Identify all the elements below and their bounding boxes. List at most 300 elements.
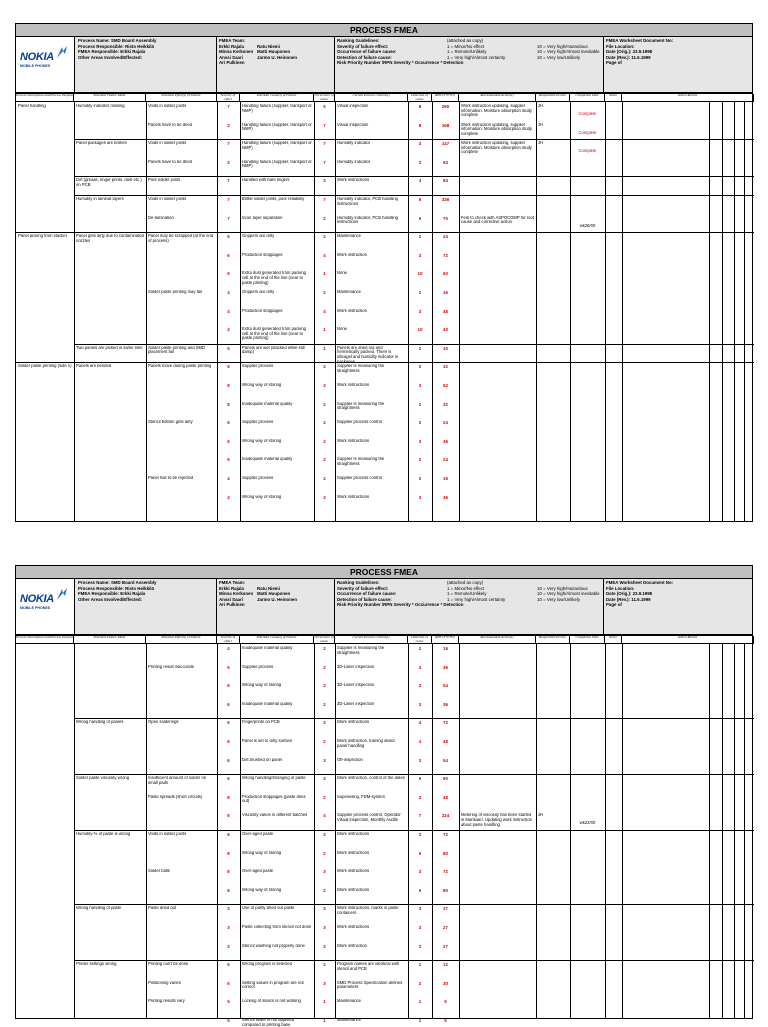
process-control: Work instructions xyxy=(337,832,370,836)
failure-cause: Extra dust generated from packing cell at the end of the line (near to paste printing) xyxy=(242,327,307,341)
column-header-row xyxy=(15,635,753,644)
failure-cause: Inadequate material quality xyxy=(242,401,293,406)
detection-value: 2 xyxy=(418,290,422,295)
rpn-value: 336 xyxy=(441,197,450,202)
ranking-high: 10 = Very high/Almost inevitable xyxy=(537,49,600,55)
fmea-header-info xyxy=(15,37,753,93)
failure-mode: Humidity indicator missing xyxy=(76,104,125,108)
detection-value: 2 xyxy=(418,980,422,986)
process-description: Panel picking from stacker xyxy=(18,234,68,239)
column-header: Process Description and Process Purpose xyxy=(16,636,74,644)
severity-value: 8 xyxy=(227,364,230,370)
rpn-value: 5 xyxy=(444,999,447,1005)
grid-vline xyxy=(240,644,241,1018)
grid-vline xyxy=(744,102,745,521)
team-member: Erkki Rajala xyxy=(219,585,244,591)
occurrence-value: 3 xyxy=(323,869,326,875)
severity-value: 5 xyxy=(227,1018,230,1023)
completion-date: wk26/00 xyxy=(579,223,596,228)
ranking-note: (attached as copy) xyxy=(447,38,484,43)
failure-cause: Wrong program is selected xyxy=(242,962,292,967)
column-header: Action Results xyxy=(622,636,754,644)
column-header: Occurrence of cause xyxy=(314,636,334,643)
failure-cause: Handling failure (supplier, transport or NMP) xyxy=(242,141,312,150)
occurrence-value: 2 xyxy=(323,794,326,800)
detection-value: 2 xyxy=(418,457,422,463)
process-control: Humidity indicator, PCB handling instructions xyxy=(337,197,398,206)
ranking-low: 1 = Minor/No effect xyxy=(447,585,485,591)
failure-cause: Wrong way of storing xyxy=(242,383,282,387)
mode-separator xyxy=(74,344,754,345)
grid-vline xyxy=(146,102,147,521)
column-header: RPN (S*O*D) xyxy=(432,636,459,644)
failure-cause: Stencil washing not properly done xyxy=(242,943,305,948)
failure-effect: Insufficient amount of solder on small pads xyxy=(148,776,207,785)
severity-value: 6 xyxy=(227,739,230,744)
severity-value: 3 xyxy=(227,906,230,912)
team-member: Erkki Rajala xyxy=(219,43,244,49)
occurrence-value: 3 xyxy=(323,757,326,763)
occurrence-value: 1 xyxy=(323,1018,326,1023)
occurrence-value: 3 xyxy=(323,980,326,986)
failure-effect: Printing result inaccurate xyxy=(148,664,195,669)
detection-value: 1 xyxy=(418,1018,422,1023)
logo-text: NOKIA xyxy=(20,51,54,63)
failure-effect: Panel has to be rejected xyxy=(148,476,194,480)
failure-cause: Grippers are dirty xyxy=(242,234,275,239)
failure-mode: Wrong handling of paste xyxy=(76,906,122,911)
column-header: Completion Date xyxy=(570,94,605,102)
occurrence-value: 5 xyxy=(323,104,326,109)
detection-value: 10 xyxy=(417,271,423,277)
column-header: Potential Effect(s) of Failure xyxy=(146,94,217,102)
occurrence-value: 3 xyxy=(323,383,326,388)
detection-value: 2 xyxy=(418,476,422,481)
failure-cause: Use of partly dried out paste xyxy=(242,906,295,911)
grid-vline xyxy=(146,644,147,1018)
worksheet-line: Page of xyxy=(606,60,622,66)
rpn-value: 32 xyxy=(443,401,448,407)
failure-effect: Panels move during paste printing xyxy=(148,364,212,369)
column-header: Completion Date xyxy=(570,636,605,644)
grid-vline xyxy=(605,644,606,1018)
rpn-value: 16 xyxy=(443,646,448,651)
nokia-logo xyxy=(16,37,75,92)
occurrence-value: 3 xyxy=(323,178,326,184)
grid-vline xyxy=(622,644,623,1018)
rpn-definition: Risk Priority Number /RPN Severity * Occurrence * Detection xyxy=(337,60,464,66)
severity-value: 4 xyxy=(227,646,230,651)
responsible-person: JH xyxy=(538,141,544,146)
grid-vline xyxy=(240,102,241,521)
occurrence-value: 3 xyxy=(323,906,326,912)
severity-value: 7 xyxy=(227,141,230,147)
column-header: Notes xyxy=(605,636,622,644)
column-header: Current Process Control(s) xyxy=(335,636,408,644)
detection-value: 8 xyxy=(418,104,422,109)
failure-cause: Paste collecting from stencil not done xyxy=(242,925,312,929)
mode-separator xyxy=(74,195,754,196)
process-control: 3D-Laser inspection xyxy=(337,683,375,688)
recommended-action: Work instruction updating, supplier information. Moisture absorption study complete xyxy=(461,122,532,136)
rpn-value: 280 xyxy=(441,104,450,109)
failure-mode: Wrong handling of panels xyxy=(76,720,124,725)
grid-vline xyxy=(734,102,735,521)
process-control: Work instructions xyxy=(337,869,370,874)
column-header: Severity of effect xyxy=(217,636,240,644)
severity-value: 7 xyxy=(227,197,230,202)
grid-vline xyxy=(622,102,623,521)
failure-mode: Humidity in laminat layers xyxy=(76,197,124,201)
completion-date: wk22/00 xyxy=(579,821,596,826)
rpn-value: 168 xyxy=(441,122,450,128)
detection-value: 7 xyxy=(418,813,422,819)
detection-value: 3 xyxy=(418,308,422,314)
rpn-value: 72 xyxy=(443,869,448,875)
failure-mode: Panel packages are broken xyxy=(76,141,127,146)
failure-cause: Handled with bare fingers xyxy=(242,178,290,183)
responsible-person: JH xyxy=(538,122,544,127)
process-control: Maintenance xyxy=(337,999,361,1004)
severity-value: 6 xyxy=(227,420,230,426)
grid-vline xyxy=(74,102,75,521)
failure-cause: Wrong way of storing xyxy=(242,887,282,892)
rpn-value: 224 xyxy=(441,813,450,819)
grid-vline xyxy=(335,102,336,521)
failure-cause: Over-aged paste xyxy=(242,832,274,836)
severity-value: 6 xyxy=(227,720,230,726)
divider xyxy=(334,579,335,634)
failure-cause: Production stoppages xyxy=(242,308,283,313)
process-control: 3D-Laser inspection xyxy=(337,701,375,706)
ranking-label: Occurrence of failure cause: xyxy=(337,591,397,597)
detection-value: 5 xyxy=(418,776,422,782)
failure-cause: Inadequate material quality xyxy=(242,701,293,706)
process-control: Work instructions xyxy=(337,925,370,929)
failure-cause: Wrong handling/storaging of paste xyxy=(242,776,306,781)
failure-cause: Brittle solder joints, poor reliability xyxy=(242,197,305,201)
process-control: Panels are dried out and hermetically packed. There is silicagel and humidity indicator in packages xyxy=(337,345,399,364)
failure-cause: Production stoppages xyxy=(242,252,283,257)
group-separator xyxy=(16,232,754,233)
ranking-low: 1 = Very high/Almost certainty xyxy=(447,54,506,60)
failure-cause: Handling failure (supplier, transport or NMP) xyxy=(242,122,312,132)
column-header: Recommended Action(s) xyxy=(459,636,536,644)
detection-value: 1 xyxy=(418,962,422,968)
occurrence-value: 2 xyxy=(323,420,326,426)
rpn-value: 36 xyxy=(443,664,448,670)
failure-effect: Stencil bottom gets dirty xyxy=(148,420,193,425)
detection-value: 4 xyxy=(418,739,422,744)
severity-value: 3 xyxy=(227,943,230,949)
process-control: Visual inspection xyxy=(337,122,369,127)
team-label: FMEA Team: xyxy=(219,580,246,585)
failure-cause: Panel is set to dirty surface xyxy=(242,739,293,743)
failure-effect: Paste dried out xyxy=(148,906,177,911)
failure-mode: Printer settings wrong xyxy=(76,962,117,967)
ranking-low: 1 = Minor/No effect xyxy=(447,43,485,49)
rpn-value: 80 xyxy=(443,887,448,893)
grid-vline xyxy=(536,102,537,521)
rpn-value: 36 xyxy=(443,494,448,500)
process-control: Maintenance xyxy=(337,1018,361,1022)
ranking-high: 10 = Very low/Unlikely xyxy=(537,54,581,60)
severity-value: 6 xyxy=(227,701,230,707)
process-control: Work instructions, marks in paste containers xyxy=(337,906,399,915)
occurrence-value: 2 xyxy=(323,701,326,707)
process-control: Supplier process control xyxy=(337,476,382,480)
failure-effect: Positioning varies xyxy=(148,980,181,985)
failure-effect: De-lamination xyxy=(148,215,174,220)
worksheet-line: Date (Rev.): 11.6.1999 xyxy=(606,54,651,60)
process-info xyxy=(78,38,156,60)
failure-cause: Fingerprints on PCB xyxy=(242,720,280,725)
occurrence-value: 2 xyxy=(323,457,326,463)
detection-value: 5 xyxy=(418,887,422,893)
failure-effect: Panel may be scrapped (at the end of process) xyxy=(148,234,214,243)
severity-value: 5 xyxy=(227,980,230,986)
ranking-label: Severity of failure effect: xyxy=(337,585,389,591)
team-member: Minna Kerkonen xyxy=(219,49,254,55)
rpn-value: 27 xyxy=(443,943,448,949)
failure-effect: Open solderings xyxy=(148,720,179,725)
process-control: Maintenance xyxy=(337,290,361,294)
detection-value: 6 xyxy=(418,197,422,202)
team-row xyxy=(219,60,297,66)
failure-mode: Dirt (grease, finger prints, dust etc.) on PCB xyxy=(76,178,142,187)
failure-mode: Panel gets dirty due to contaminated nozzles xyxy=(76,234,144,243)
occurrence-value: 2 xyxy=(323,290,326,295)
column-header: Occurrence of cause xyxy=(314,94,334,101)
severity-value: 6 xyxy=(227,457,230,463)
failure-mode: Humidity-% of paste is wrong xyxy=(76,832,131,836)
rpn-value: 10 xyxy=(443,345,448,351)
logo-subtext: MOBILE PHONES xyxy=(20,606,51,610)
recommended-action: Fedi to check with ASPOCOMP for root cause and corrective action xyxy=(461,215,534,225)
failure-effect: Voids in solder joints xyxy=(148,141,187,146)
occurrence-value: 4 xyxy=(323,813,326,819)
group-separator xyxy=(16,362,754,363)
failure-effect: Voids in solder joints xyxy=(148,197,187,201)
ranking-guidelines xyxy=(337,580,600,608)
column-header: Severity of effect xyxy=(217,94,240,102)
occurrence-value: 7 xyxy=(323,197,326,202)
rpn-value: 72 xyxy=(443,720,448,726)
process-line: Other Areas Involved/Effected: xyxy=(78,596,143,602)
fmea-table-body xyxy=(15,102,753,522)
severity-value: 3 xyxy=(227,925,230,930)
mode-separator xyxy=(74,139,754,140)
occurrence-value: 4 xyxy=(323,252,326,258)
column-header: Potential Cause(s) of Failure xyxy=(240,94,314,102)
column-header: Detection of cause xyxy=(408,636,432,644)
process-line: Process Responsible: Risto Heikkilä xyxy=(78,585,154,591)
severity-value: 6 xyxy=(227,252,230,258)
column-header: Action Results xyxy=(622,94,754,102)
process-control: Work instruction, control of the dates xyxy=(337,776,405,781)
occurrence-value: 7 xyxy=(323,122,326,128)
rpn-value: 27 xyxy=(443,906,448,912)
severity-value: 8 xyxy=(227,850,230,856)
grid-vline xyxy=(709,102,710,521)
grid-vline xyxy=(722,102,723,521)
detection-value: 3 xyxy=(418,438,422,444)
detection-value: 2 xyxy=(418,420,422,426)
severity-value: 8 xyxy=(227,887,230,893)
rpn-value: 24 xyxy=(443,420,448,426)
severity-value: 4 xyxy=(227,494,230,500)
completion-date: Complete xyxy=(578,130,597,135)
severity-value: 7 xyxy=(227,178,230,184)
ranking-low: 1 = Very high/Almost certainty xyxy=(447,596,506,602)
fmea-header-info xyxy=(15,579,753,635)
grid-vline xyxy=(734,644,735,1018)
process-control: Supplier is measuring the straightness xyxy=(337,364,385,373)
team-row xyxy=(219,602,297,608)
ranking-label: Occurrence of failure cause: xyxy=(337,49,397,55)
failure-cause: Supplier process xyxy=(242,364,274,369)
process-control: Work instruction, training about panel handling xyxy=(337,739,395,748)
grid-vline xyxy=(459,644,460,1018)
ranking-label: Detection of failure cause: xyxy=(337,596,392,602)
failure-effect: Panels have to be dried xyxy=(148,122,192,127)
failure-effect: Paste spreads (short circuits) xyxy=(148,794,203,799)
failure-cause: Handling failure (supplier, transport or NMP) xyxy=(242,159,312,169)
team-member: Anssi Saari xyxy=(219,596,243,602)
process-control: Humidity indicator xyxy=(337,159,371,164)
worksheet-line: FMEA Worksheet Document No: xyxy=(606,580,674,585)
process-control: Supplier is measuring the straightness xyxy=(337,401,385,411)
detection-value: 5 xyxy=(418,215,422,221)
severity-value: 7 xyxy=(227,215,230,221)
rpn-value: 36 xyxy=(443,438,448,444)
failure-mode: Panels are bended xyxy=(76,364,112,369)
worksheet-line: File Location: xyxy=(606,43,635,49)
rpn-value: 5 xyxy=(444,1018,447,1023)
mode-separator xyxy=(74,176,754,177)
failure-effect: Solder balls xyxy=(148,869,170,874)
failure-mode: Two panels are picked in same time xyxy=(76,345,143,350)
detection-value: 3 xyxy=(418,794,422,800)
rpn-value: 16 xyxy=(443,290,448,295)
logo-text: NOKIA xyxy=(20,593,54,605)
column-header: Potential Failure Mode xyxy=(74,636,146,644)
team-member: Ari Pulkinen xyxy=(219,60,245,66)
process-line: Other Areas Involved/Effected: xyxy=(78,54,143,60)
logo-swoosh-icon xyxy=(56,587,68,601)
severity-value: 8 xyxy=(227,794,230,800)
process-control: Supervising, FDM-system xyxy=(337,794,385,799)
failure-cause: Production stoppages (paste dries out) xyxy=(242,794,306,804)
rpn-value: 63 xyxy=(443,159,448,165)
occurrence-value: 3 xyxy=(323,943,326,949)
severity-value: 3 xyxy=(227,159,230,165)
failure-cause: Wrong way of storing xyxy=(242,850,282,855)
detection-value: 2 xyxy=(418,401,422,407)
ranking-label: Severity of failure effect: xyxy=(337,43,389,49)
severity-value: 5 xyxy=(227,345,230,351)
process-info xyxy=(78,580,156,602)
failure-effect: Poor solder joints xyxy=(148,178,181,183)
process-control: Work instruction xyxy=(337,252,367,257)
grid-vline xyxy=(335,644,336,1018)
detection-value: 2 xyxy=(418,364,422,370)
process-control: Humidity indicator xyxy=(337,141,371,146)
process-line: FMEA Responsible: Erkki Rajala xyxy=(78,591,146,597)
failure-cause: Dirt brushed on panel xyxy=(242,757,283,762)
failure-effect: Printing can't be done xyxy=(148,962,189,967)
mode-separator xyxy=(74,960,754,961)
failure-cause: Viscosity varies in different batches xyxy=(242,813,308,818)
column-header: Potential Cause(s) of Failure xyxy=(240,636,314,644)
failure-cause: Inadequate material quality xyxy=(242,457,293,462)
detection-value: 3 xyxy=(418,494,422,500)
failure-effect: Voids in solder joints xyxy=(148,104,187,108)
failure-cause: Wrong way of storing xyxy=(242,494,282,499)
occurrence-value: 3 xyxy=(323,925,326,930)
detection-value: 2 xyxy=(418,646,422,651)
failure-cause: Setting values in program are not correct xyxy=(242,980,304,990)
rpn-value: 48 xyxy=(443,794,448,800)
worksheet-info xyxy=(606,38,673,66)
rpn-value: 48 xyxy=(443,739,448,744)
process-control: Visual inspection xyxy=(337,104,369,108)
logo-subtext: MOBILE PHONES xyxy=(20,64,51,68)
responsible-person: JH xyxy=(538,813,544,818)
occurrence-value: 1 xyxy=(323,271,326,277)
process-control: Work instructions xyxy=(337,383,370,387)
detection-value: 3 xyxy=(418,925,422,930)
process-control: Supplier process control xyxy=(337,420,382,425)
detection-value: 3 xyxy=(418,943,422,949)
grid-vline xyxy=(536,644,537,1018)
detection-value: 2 xyxy=(418,345,422,351)
rpn-value: 12 xyxy=(443,962,448,968)
team-member: Jarmo U. Heinonen xyxy=(257,596,298,602)
completion-date: Complete xyxy=(578,149,597,154)
severity-value: 4 xyxy=(227,327,230,333)
rpn-value: 72 xyxy=(443,252,448,258)
grid-vline xyxy=(459,102,460,521)
detection-value: 2 xyxy=(418,234,422,240)
detection-value: 3 xyxy=(418,383,422,388)
process-control: Supplier is measuring the straightness xyxy=(337,646,385,655)
worksheet-info xyxy=(606,580,673,608)
rpn-value: 16 xyxy=(443,476,448,481)
severity-value: 6 xyxy=(227,234,230,240)
process-control: 3D-Laser inspection xyxy=(337,664,375,669)
rpn-definition: Risk Priority Number /RPN Severity * Occurrence * Detection xyxy=(337,602,464,608)
severity-value: 6 xyxy=(227,438,230,444)
grid-vline xyxy=(722,644,723,1018)
failure-cause: Handling failure (supplier, transport or NMP) xyxy=(242,104,312,113)
ranking-high: 10 = Very low/Unlikely xyxy=(537,596,581,602)
occurrence-value: 1 xyxy=(323,327,326,333)
severity-value: 8 xyxy=(227,383,230,388)
rpn-value: 84 xyxy=(443,178,448,184)
failure-cause: Locking of stencil is not working xyxy=(242,999,301,1004)
process-control: None xyxy=(337,271,348,276)
occurrence-value: 2 xyxy=(323,401,326,407)
rpn-value: 54 xyxy=(443,757,448,763)
occurrence-value: 2 xyxy=(323,739,326,744)
detection-value: 3 xyxy=(418,159,422,165)
failure-cause: Inadequate material quality xyxy=(242,646,293,650)
worksheet-line: Date (Orig.): 23.9.1998 xyxy=(606,49,653,55)
mode-separator xyxy=(74,830,754,831)
failure-effect: Solder paste printing and SMD placement fail xyxy=(148,345,206,355)
severity-value: 8 xyxy=(227,832,230,837)
